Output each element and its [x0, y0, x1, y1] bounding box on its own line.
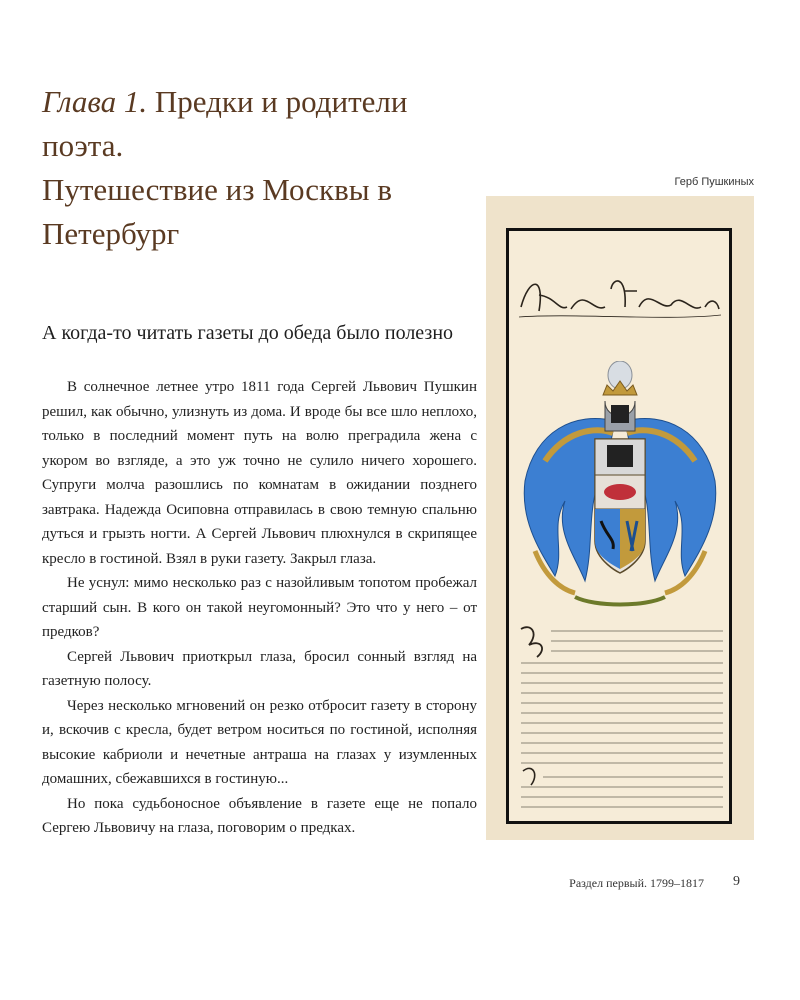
- paragraph: В солнечное летнее утро 1811 года Сергей Львович Пушкин решил, как обычно, улизнуть из дома. И вроде бы все шло неплохо, только в последний момент путь на волю преградила жена с укором во взгляде, а это уж точно не сулило ничего хорошего. Супруги молча разошлись по комнатам в ожидании позднего завтрака. Надежда Осиповна отправилась в свою темную спальню дуться и грызть ногти. А Сергей Львович плюхнулся в скрипящее кресло в гостиной. Взял в руки газету. Закрыл глаза.: [42, 379, 477, 567]
- coat-of-arms-plate: [486, 196, 754, 840]
- handwritten-text-block: [517, 623, 727, 819]
- chapter-title: [42, 80, 482, 256]
- paragraph: Через несколько мгновений он резко отбросит газету в сторону и, вскочив с кресла, будет ветром носиться по гостиной, исполняя высокие кабриоли и нечетные антраша на глазах у изумленных домашних, сбежавшихся в гостиную...: [42, 697, 477, 787]
- coat-of-arms-icon: [515, 361, 725, 611]
- section-title: А когда-то читать газеты до обеда было полезно: [42, 322, 454, 344]
- body-text: [42, 375, 477, 841]
- running-footer: Раздел первый. 1799–1817: [569, 876, 704, 890]
- document-frame: [506, 228, 732, 824]
- page-number: 9: [733, 874, 740, 889]
- figure-caption: Герб Пушкиных: [674, 176, 754, 188]
- paragraph: Не уснул: мимо несколько раз с назойливым топотом пробежал старший сын. В кого он такой неугомонный? Это что у него – от предков?: [42, 575, 477, 640]
- paragraph: Сергей Львович приоткрыл глаза, бросил сонный взгляд на газетную полосу.: [42, 648, 477, 689]
- chapter-label: Глава 1.: [42, 84, 148, 119]
- chapter-title-line2: Путешествие из Москвы в Петербург: [42, 172, 392, 251]
- paragraph: Но пока судьбоносное объявление в газете еще не попало Сергею Львовичу на глаза, поговорим о предках.: [42, 795, 477, 836]
- chapter-title-line1: Предки и родители поэта.: [42, 84, 408, 163]
- document-heading-calligraphy: [515, 267, 725, 327]
